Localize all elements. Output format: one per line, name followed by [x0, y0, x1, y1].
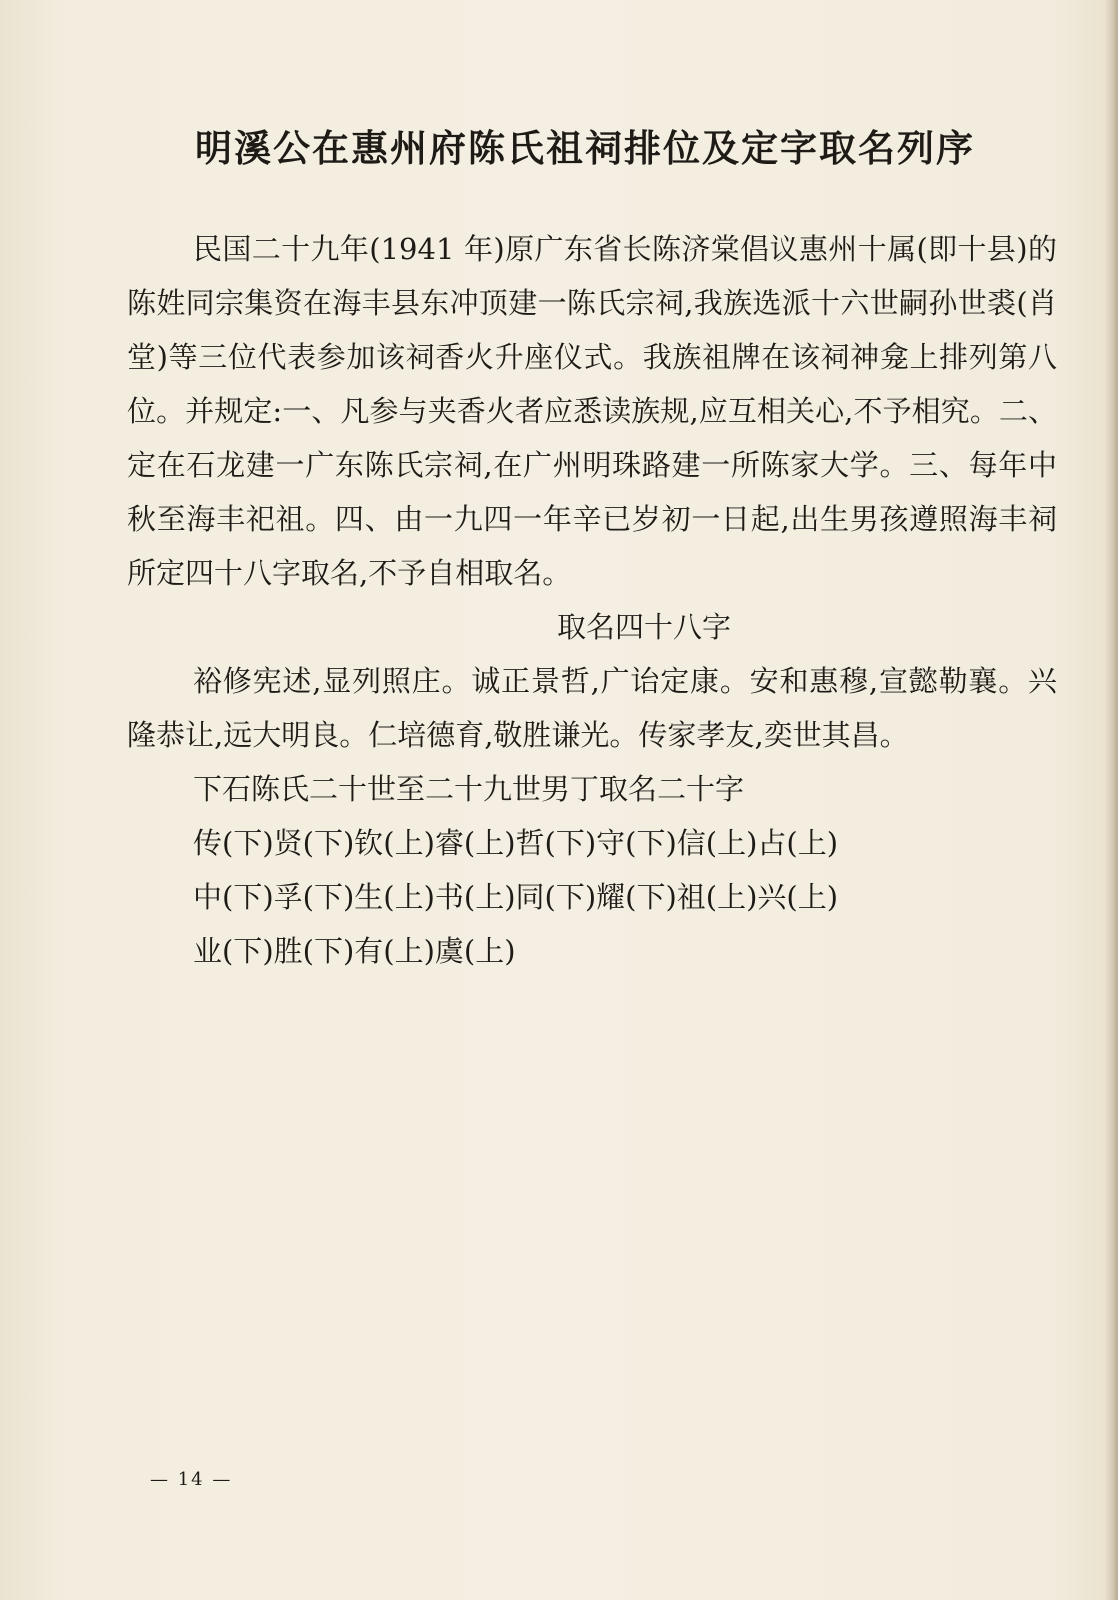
names-48-paragraph: 裕修宪述,显列照庄。诚正景哲,广诒定康。安和惠穆,宣懿勒襄。兴隆恭让,远大明良。仁培德育,敬胜谦光。传家孝友,奕世其昌。	[127, 664, 1057, 752]
xiashi-line-2: 中(下)孚(下)生(上)书(上)同(下)耀(下)祖(上)兴(上)	[193, 880, 839, 914]
subheading-48-characters: 取名四十八字	[556, 610, 731, 644]
page-title: 明溪公在惠州府陈氏祖祠排位及定字取名列序	[195, 126, 975, 170]
xiashi-heading: 下石陈氏二十世至二十九世男丁取名二十字	[193, 772, 745, 806]
xiashi-line-1: 传(下)贤(下)钦(上)睿(上)哲(下)守(下)信(上)占(上)	[193, 826, 839, 860]
page-edge-shadow	[1104, 0, 1118, 1600]
document-body	[127, 222, 1057, 978]
xiashi-line-3: 业(下)胜(下)有(上)虞(上)	[193, 934, 516, 968]
intro-paragraph: 民国二十九年(1941 年)原广东省长陈济棠倡议惠州十属(即十县)的陈姓同宗集资在海丰县东冲顶建一陈氏宗祠,我族选派十六世嗣孙世裘(肖堂)等三位代表参加该祠香火升座仪式。我族祖牌在该祠神龛上排列第八位。并规定:一、凡参与夹香火者应悉读族规,应互相关心,不予相究。二、定在石龙建一广东陈氏宗祠,在广州明珠路建一所陈家大学。三、每年中秋至海丰祀祖。四、由一九四一年辛已岁初一日起,出生男孩遵照海丰祠所定四十八字取名,不予自相取名。	[127, 232, 1057, 590]
page-number: — 14 —	[150, 1469, 233, 1490]
